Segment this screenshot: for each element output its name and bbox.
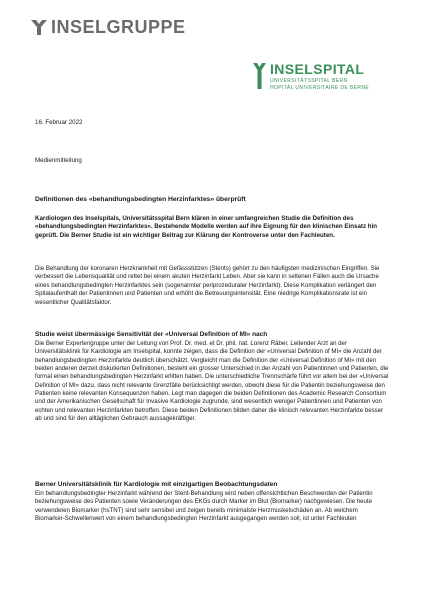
inselspital-logo-sub-de: UNIVERSITÄTSSPITAL BERN: [270, 78, 348, 84]
document-kind: Medienmitteilung: [35, 157, 82, 164]
inselspital-logo-sub-fr: HOPITAL UNIVERSITAIRE DE BERNE: [270, 84, 370, 91]
section-heading-2: Berner Universitätsklinik für Kardiologie mit einzigartigen Beobachtungsdaten: [35, 481, 278, 488]
inselspital-logo-name: INSELSPITAL: [270, 61, 365, 77]
insel-logo-icon: [30, 18, 48, 36]
inselspital-logo: [252, 62, 369, 91]
document-date: 16. Februar 2022: [35, 119, 83, 126]
body-paragraph-2: Die Berner Expertengruppe unter der Leitung von Prof. Dr. med. et Dr. phil. nat. Lorenz Räber, Leitender Arzt an der Universitätsklinik für Kardiologie am Inselspital, konnte zeigen, dass die Definition der «Universal Definition of MI» die Anzahl der behandlungsbedingten Herzinfarkte deutlich überschätzt. Vergleicht man die Definition der «Universal Definition of MI» mit den beiden anderen derzeit diskutierten Definitionen, besteht ein grosser Unterschied in der Anzahl von Patientinnen und Patienten, die formal einen behandlungsbedingten Herzinfarkt erlitten haben. Die unterschiedliche Trennschärfe führt vor allem bei der «Universal Definition of MI» dazu, dass nicht relevante Grenzfälle berücksichtigt werden, obwohl diese für die Patientin beziehungsweise den Patienten keine relevanten Konsequenzen haben. Legt man dagegen die beiden Definitionen des Academic Research Consortium und der Amerikanischen Gesellschaft für Invasive Kardiologie zugrunde, sind wesentlich weniger Patientinnen und Patienten von echten und relevanten Herzinfarkten betroffen. Diese beiden Definitionen bilden daher die klinisch relevanten Herzinfarkte besser ab und sind für den alltäglichen Gebrauch aussagekräftiger.: [35, 340, 389, 423]
inselspital-logo-icon: [252, 62, 267, 90]
section-heading-1: Studie weist übermässige Sensitivität der «Universal Definition of MI» nach: [35, 331, 268, 338]
body-paragraph-1: Die Behandlung der koronaren Herzkrankheit mit Gefässstützen (Stents) gehört zu den häufigsten medizinischen Eingriffen. Sie verbessert die Lebensqualität und rettet bei einem akuten Herzinfarkt Leben. Aber sie kann in seltenen Fällen auch die Ursache eines behandlungsbedingten Herzinfarktes sein (sogenannter periprozeduraler Herzinfarkt). Diese Komplikation verlängert den Spitalaufenthalt der Patientinnen und Patienten und erhöht die Betreuungsintensität. Eine niedrige Komplikationsrate ist ein wesentlicher Qualitätsfaktor.: [35, 265, 380, 306]
lead-paragraph: Kardiologen des Inselspitals, Universitätsspital Bern klären in einer umfangreichen Studie die Definition des «behandlungsbedingten Herzinfarktes». Bestehende Modelle werden auf ihre Eignung für den klinischen Einsatz hin geprüft. Die Berner Studie ist ein wichtiger Beitrag zur Klärung der Kontroverse unter den Fachleuten.: [35, 215, 378, 239]
document-title: Definitionen des «behandlungsbedingten Herzinfarktes» überprüft: [35, 196, 246, 203]
body-paragraph-3: Ein behandlungsbedingter Herzinfarkt während der Stent-Behandlung wird neben offensichtlichen Beschwerden der Patientin beziehungsweise des Patienten sowie Veränderungen des EKGs durch Marker im Blut (Biomarker) nachgewiesen. Die heute verwendeten Biomarker (hsTNT) sind sehr sensibel und zeigen bereits minimalste Herzmuskelschäden an. Ab welchem Biomarker-Schwellenwert von einem behandlungsbedingten Herzinfarkt ausgegangen werden soll, ist unter Fachleuten: [35, 490, 373, 523]
inselgruppe-logo-text: INSELGRUPPE: [51, 17, 186, 37]
inselgruppe-logo: [30, 18, 186, 36]
